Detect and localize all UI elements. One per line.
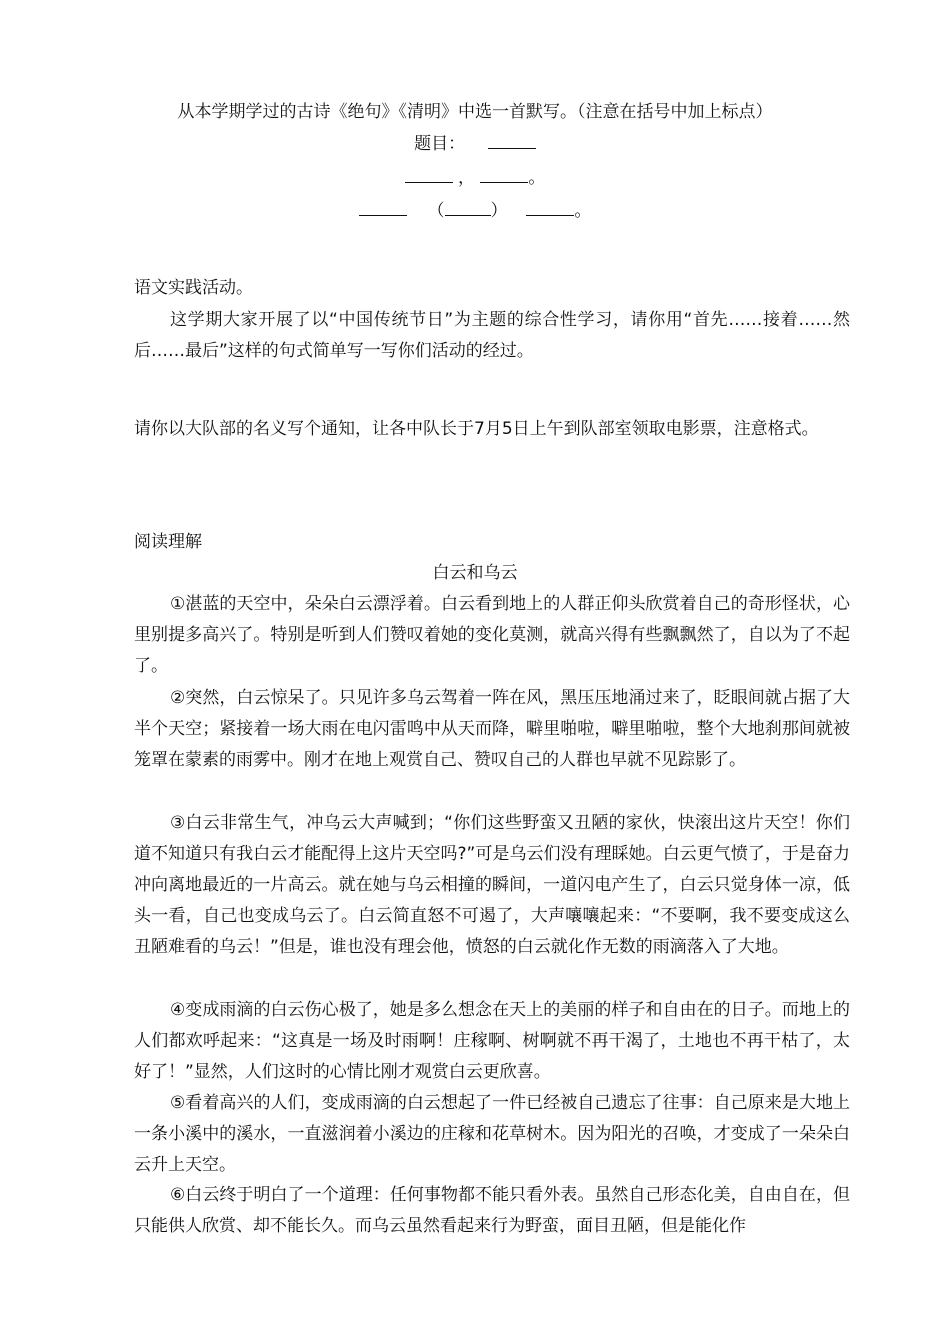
poem-title-blank[interactable] [488,132,536,149]
story-paragraph-5: ⑤看着高兴的人们，变成雨滴的白云想起了一件已经被自己遗忘了往事：自己原来是大地上一条小溪中的溪水，一直滋润着小溪边的庄稼和花草树木。因为阳光的召唤，才变成了一朵朵白云升上天空。 [134,1093,850,1175]
reading-heading: 阅读理解 [134,532,202,552]
poem-line-2 [0,199,950,223]
poem-line2-blank-b[interactable] [526,199,574,216]
poem-line1-period: 。 [528,168,546,188]
poem-line2-blank-a[interactable] [359,199,407,216]
story-paragraph-4: ④变成雨滴的白云伤心极了，她是多么想念在天上的美丽的样子和自由在的日子。而地上的人们都欢呼起来：“这真是一场及时雨啊！庄稼啊、树啊就不再干渴了，土地也不再干枯了，太好了！”显然，人们这时的心情比刚才观赏白云更欣喜。 [134,1000,850,1082]
story-title: 白云和乌云 [432,563,518,583]
poem-line1-blank-a[interactable] [405,166,453,183]
practice-prompt: 这学期大家开展了以“中国传统节日”为主题的综合性学习，请你用“首先……接着……然后……最后”这样的句式简单写一写你们活动的经过。 [134,310,850,361]
poem-title-label: 题目： [414,134,466,154]
story-paragraph-6: ⑥白云终于明白了一个道理：任何事物都不能只看外表。虽然自己形态化美，自由自在，但只能供人欣赏、却不能长久。而乌云虽然看起来行为野蛮，面目丑陋，但是能化作 [134,1185,850,1236]
notice-prompt: 请你以大队部的名义写个通知，让各中队长于7月5日上午到队部室领取电影票，注意格式。 [134,419,819,439]
poem-line2-period: 。 [574,201,592,221]
practice-heading: 语文实践活动。 [134,278,253,298]
poem-title-line [0,132,950,156]
poem-line2-paren-close: ） [490,201,508,221]
poem-instruction: 从本学期学过的古诗《绝句》《清明》中选一首默写。（注意在括号中加上标点） [177,102,773,122]
poem-line1-comma: ， [458,168,475,188]
story-paragraph-3: ③白云非常生气，冲乌云大声喊到；“你们这些野蛮又丑陋的家伙，快滚出这片天空！你们道不知道只有我白云才能配得上这片天空吗?”可是乌云们没有理睬她。白云更气愤了，于是奋力冲向离地最近的一片高云。就在她与乌云相撞的瞬间，一道闪电产生了，白云只觉身体一凉，低头一看，自己也变成乌云了。白云简直怒不可遏了，大声嚷嚷起来：“不要啊，我不要变成这么丑陋难看的乌云！”但是，谁也没有理会他，愤怒的白云就化作无数的雨滴落入了大地。 [134,813,850,957]
poem-line2-paren-open: （ [427,201,445,221]
poem-line1-blank-b[interactable] [480,166,528,183]
poem-line-1 [0,166,950,190]
story-paragraph-1: ①湛蓝的天空中，朵朵白云漂浮着。白云看到地上的人群正仰头欣赏着自己的奇形怪状，心里别提多高兴了。特别是听到人们赞叹着她的变化莫测，就高兴得有些飘飘然了，自以为了不起了。 [134,594,850,676]
poem-line2-paren-blank[interactable] [445,199,491,216]
story-paragraph-2: ②突然，白云惊呆了。只见许多乌云驾着一阵在风，黑压压地涌过来了，眨眼间就占据了大半个天空；紧接着一场大雨在电闪雷鸣中从天而降，噼里啪啦，噼里啪啦，整个大地刹那间就被笼罩在蒙素的雨雾中。刚才在地上观赏自己、赞叹自己的人群也早就不见踪影了。 [134,688,850,770]
